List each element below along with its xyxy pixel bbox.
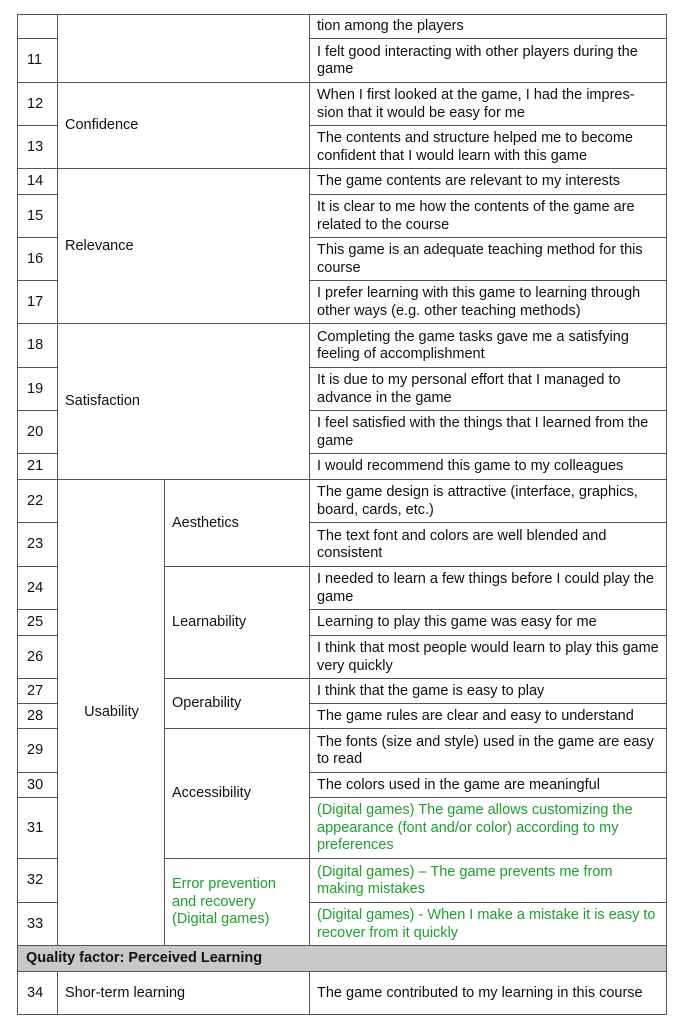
item-number: 12 (18, 83, 58, 126)
item-number (18, 15, 58, 39)
category-confidence: Confidence (58, 83, 310, 169)
item-number: 21 (18, 454, 58, 480)
category-relevance: Relevance (58, 169, 310, 324)
item-number: 20 (18, 411, 58, 454)
table-row (18, 946, 667, 972)
subcategory-aesthetics: Aesthetics (165, 480, 310, 567)
item-text: I think that most people would learn to play this game very quickly (310, 636, 667, 679)
subcategory-error-prevention: Error prevention and recovery (Digital games) (165, 859, 310, 946)
subcategory-accessibility: Accessibility (165, 729, 310, 859)
item-text: I prefer learning with this game to learning through other ways (e.g. other teaching methods) (310, 281, 667, 324)
item-text: The game rules are clear and easy to understand (310, 704, 667, 729)
item-number: 16 (18, 238, 58, 281)
item-text: I feel satisfied with the things that I learned from the game (310, 411, 667, 454)
item-number: 32 (18, 859, 58, 903)
questionnaire-table (17, 14, 667, 1015)
item-text: The contents and structure helped me to become confident that I would learn with this game (310, 126, 667, 169)
item-number: 31 (18, 798, 58, 859)
item-text: I felt good interacting with other players during the game (310, 39, 667, 83)
item-text: When I first looked at the game, I had the impres-sion that it would be easy for me (310, 83, 667, 126)
subcategory-learnability: Learnability (165, 567, 310, 679)
category-usability: Usability (58, 480, 165, 946)
item-text: Learning to play this game was easy for me (310, 610, 667, 636)
item-text: tion among the players (310, 15, 667, 39)
item-number: 30 (18, 773, 58, 798)
item-text: It is clear to me how the contents of the game are related to the course (310, 195, 667, 238)
category-short-term-learning: Shor-term learning (58, 972, 310, 1015)
item-text: I would recommend this game to my colleagues (310, 454, 667, 480)
item-text: It is due to my personal effort that I managed to advance in the game (310, 368, 667, 411)
item-number: 13 (18, 126, 58, 169)
item-text: The text font and colors are well blended and consistent (310, 523, 667, 567)
item-number: 22 (18, 480, 58, 523)
item-number: 25 (18, 610, 58, 636)
item-text: The game contributed to my learning in this course (310, 972, 667, 1015)
item-number: 23 (18, 523, 58, 567)
item-number: 27 (18, 679, 58, 704)
item-number: 19 (18, 368, 58, 411)
item-text: The fonts (size and style) used in the game are easy to read (310, 729, 667, 773)
table-row (18, 324, 667, 368)
item-number: 29 (18, 729, 58, 773)
item-number: 18 (18, 324, 58, 368)
item-text: The colors used in the game are meaningful (310, 773, 667, 798)
item-number: 15 (18, 195, 58, 238)
item-number: 24 (18, 567, 58, 610)
item-number: 28 (18, 704, 58, 729)
item-number: 11 (18, 39, 58, 83)
table-row (18, 83, 667, 126)
item-number: 17 (18, 281, 58, 324)
item-text: Completing the game tasks gave me a satisfying feeling of accomplishment (310, 324, 667, 368)
table-row (18, 15, 667, 39)
item-text: (Digital games) – The game prevents me from making mistakes (310, 859, 667, 903)
item-text: I needed to learn a few things before I could play the game (310, 567, 667, 610)
category-satisfaction: Satisfaction (58, 324, 310, 480)
item-number: 34 (18, 972, 58, 1015)
item-text: (Digital games) The game allows customizing the appearance (font and/or color) according to my preferences (310, 798, 667, 859)
subcategory-operability: Operability (165, 679, 310, 729)
item-text: The game design is attractive (interface, graphics, board, cards, etc.) (310, 480, 667, 523)
item-text: The game contents are relevant to my interests (310, 169, 667, 195)
table-row (18, 480, 667, 523)
table-row (18, 972, 667, 1015)
item-number: 33 (18, 903, 58, 946)
table-row (18, 169, 667, 195)
item-number: 26 (18, 636, 58, 679)
item-text: (Digital games) - When I make a mistake it is easy to recover from it quickly (310, 903, 667, 946)
section-header-perceived-learning: Quality factor: Perceived Learning (18, 946, 667, 972)
item-number: 14 (18, 169, 58, 195)
category-cell (58, 15, 310, 83)
item-text: This game is an adequate teaching method for this course (310, 238, 667, 281)
item-text: I think that the game is easy to play (310, 679, 667, 704)
